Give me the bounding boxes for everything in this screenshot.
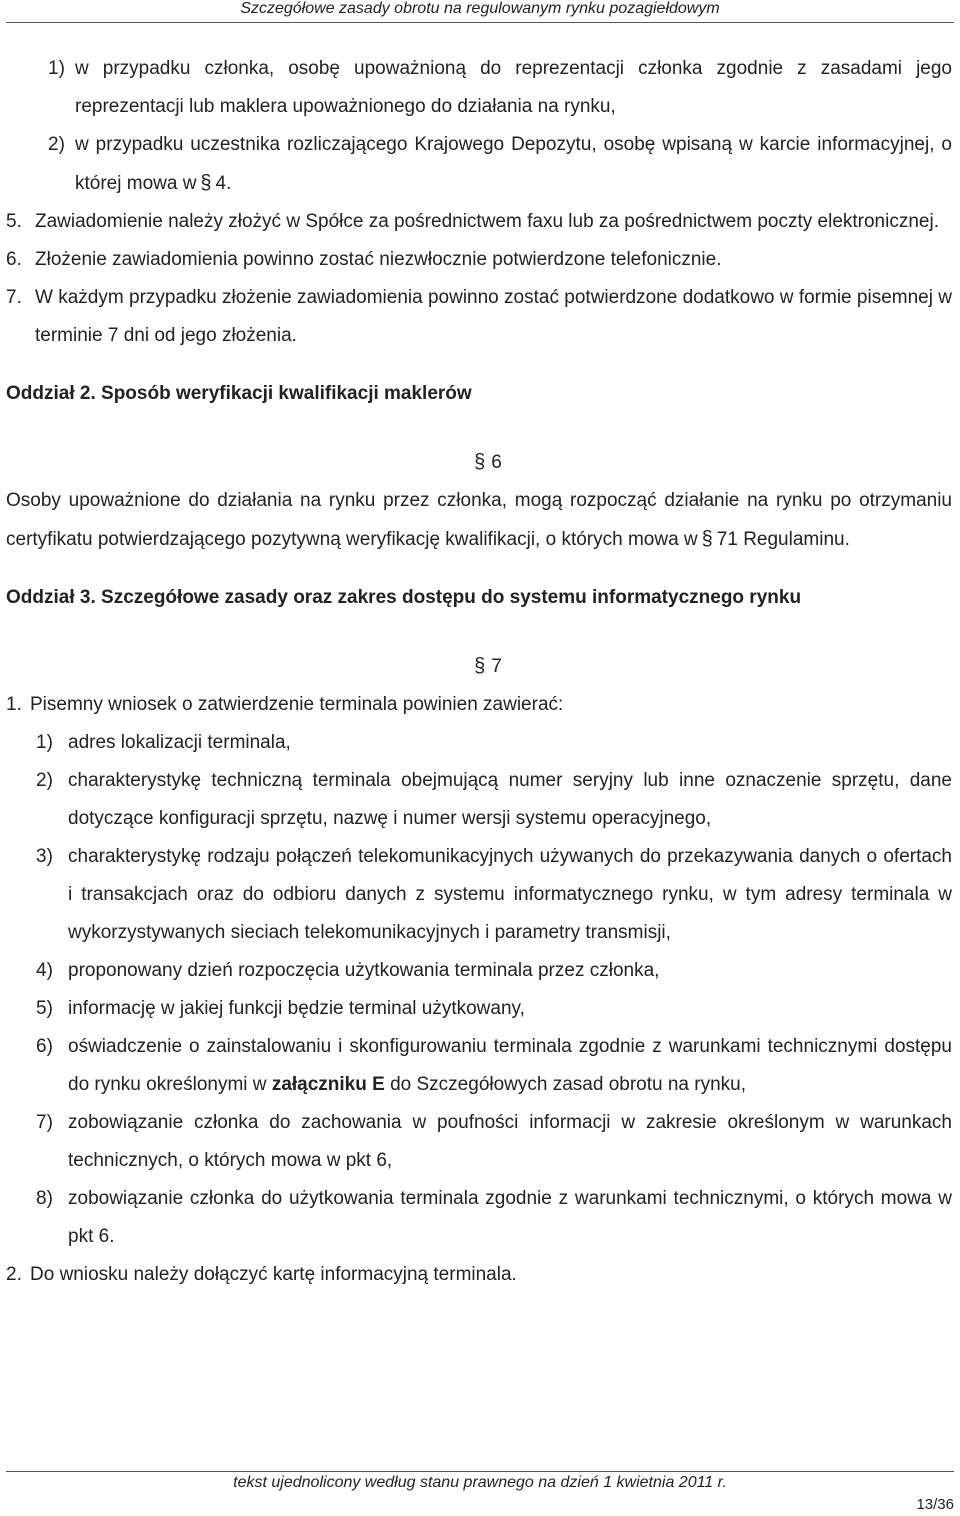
point-number: 7. [6,287,22,308]
list-text: w przypadku członka, osobę upoważnioną do reprezentacji członka zgodnie z zasadami jego reprezentacji lub maklera upoważnionego do działania na rynku, [75,58,952,117]
list-text-part: do Szczegółowych zasad obrotu na rynku, [390,1074,747,1095]
point-text: Pisemny wniosek o zatwierdzenie terminala powinien zawierać: [30,694,564,715]
list-item [48,50,952,126]
section-heading: Oddział 3. Szczegółowe zasady oraz zakres dostępu do systemu informatycznego rynku [6,587,802,608]
list-text-part: 4. [215,173,232,194]
point-number: 5. [6,211,22,232]
point-item [6,279,952,355]
page-header: Szczegółowe zasady obrotu na regulowanym rynku pozagiełdowym [240,0,720,17]
document-body [6,50,952,1294]
list-text: proponowany dzień rozpoczęcia użytkowania terminala przez członka, [68,960,660,981]
section-sign: § [200,172,212,194]
list-text: zobowiązanie członka do zachowania w poufności informacji w zakresie określonym w warunkach technicznych, o których mowa w pkt 6, [68,1112,952,1171]
list-number: 1) [36,732,53,753]
list-text: adres lokalizacji terminala, [68,732,291,753]
point-number: 6. [6,249,22,270]
page-footer: tekst ujednolicony według stanu prawnego na dzień 1 kwietnia 2011 r. [233,1474,727,1491]
section-sign: § [474,655,486,677]
list-text [75,126,952,203]
list-number: 6) [36,1036,53,1057]
list-number: 4) [36,960,53,981]
list-number: 5) [36,998,53,1019]
section-sign: § [474,451,486,473]
paragraph-number [6,443,952,482]
footer-divider [6,1471,954,1472]
section-sign: § [701,528,713,550]
point-item [6,241,952,279]
point-number: 2. [6,1264,22,1285]
point-text: Złożenie zawiadomienia powinno zostać niezwłocznie potwierdzone telefonicznie. [35,249,722,270]
list-item [36,838,952,952]
paragraph-text [6,482,952,559]
list-number: 2) [36,770,53,791]
list-text: zobowiązanie członka do użytkowania terminala zgodnie z warunkami technicznymi, o których mowa w pkt 6. [68,1188,952,1247]
list-number: 2) [48,134,65,155]
list-text: informację w jakiej funkcji będzie terminal użytkowany, [68,998,525,1019]
point-item [6,686,952,724]
list-number: 7) [36,1112,53,1133]
list-text [68,1028,952,1104]
point-text: Do wniosku należy dołączyć kartę informacyjną terminala. [30,1264,517,1285]
list-item [36,762,952,838]
list-item [36,952,952,990]
list-number: 1) [48,58,65,79]
point-text: Zawiadomienie należy złożyć w Spółce za pośrednictwem faxu lub za pośrednictwem poczty elektronicznej. [35,211,939,232]
list-item [36,1104,952,1180]
point-text: W każdym przypadku złożenie zawiadomienia powinno zostać potwierdzone dodatkowo w formie pisemnej w terminie 7 dni od jego złożenia. [35,287,952,346]
list-text: charakterystykę techniczną terminala obejmującą numer seryjny lub inne oznaczenie sprzętu, dane dotyczące konfiguracji sprzętu, nazwę i numer wersji systemu operacyjnego, [68,770,952,829]
list-number: 3) [36,846,53,867]
paragraph-number-value: 6 [491,452,502,473]
list-item [48,126,952,203]
list-item [36,724,952,762]
attachment-reference: załączniku E [271,1074,385,1095]
list-text-part: w przypadku uczestnika rozliczającego Krajowego Depozytu, osobę wpisaną w karcie informacyjnej, o której mowa w [75,134,952,194]
paragraph-number [6,647,952,686]
list-item [36,990,952,1028]
list-item [36,1180,952,1256]
paragraph-text-part: 71 Regulaminu. [716,529,850,550]
list-text: charakterystykę rodzaju połączeń telekomunikacyjnych używanych do przekazywania danych o ofertach i transakcjach oraz do odbioru danych z systemu informatycznego rynku, w tym adresy terminala w wykorzystywanych sieciach telekomunikacyjnych i parametry transmisji, [68,846,952,943]
list-item [36,1028,952,1104]
paragraph-number-value: 7 [491,656,502,677]
section-heading: Oddział 2. Sposób weryfikacji kwalifikacji maklerów [6,383,472,404]
list-number: 8) [36,1188,53,1209]
point-item [6,203,952,241]
page-number: 13/36 [916,1496,954,1513]
point-item [6,1256,952,1294]
point-number: 1. [6,694,22,715]
paragraph-text-part: Osoby upoważnione do działania na rynku przez członka, mogą rozpocząć działanie na rynku po otrzymaniu certyfikatu potwierdzającego pozytywną weryfikację kwalifikacji, o których mowa w [6,490,952,550]
list-text-part: oświadczenie o zainstalowaniu i skonfigurowaniu terminala zgodnie z warunkami technicznymi dostępu do rynku określonymi w [68,1036,952,1095]
header-divider [6,22,954,23]
